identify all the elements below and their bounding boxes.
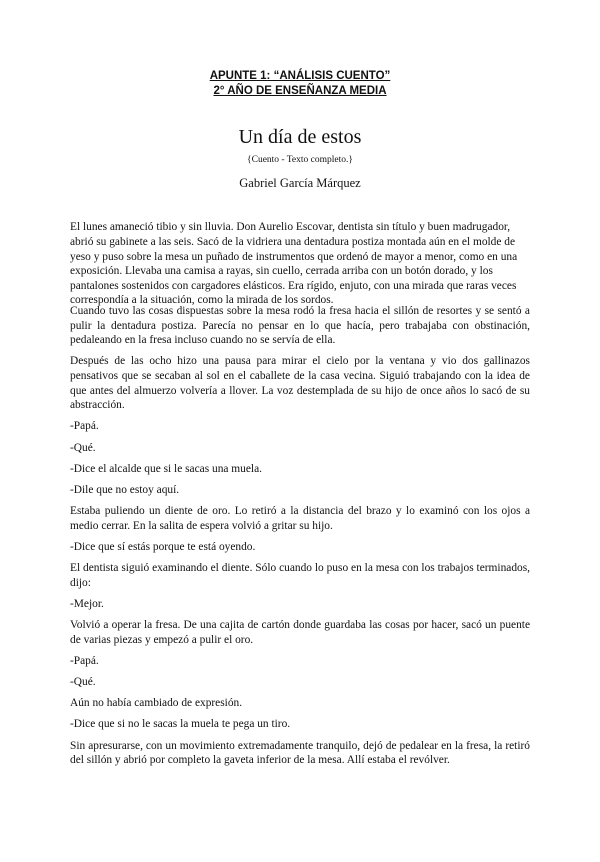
paragraph: Cuando tuvo las cosas dispuestas sobre la mesa rodó la fresa hacia el sillón de resortes y se sentó a pulir la dentadura postiza. Parecía no pensar en lo que hacía, pero trabajaba con obstinación, pedaleando en la fresa incluso cuando no se servía de ella. — [70, 305, 530, 347]
dialogue-line: -Dice que sí estás porque te está oyendo. — [70, 540, 256, 553]
dialogue-line: -Dice que si no le sacas la muela te pega un tiro. — [70, 718, 291, 731]
paragraph: Volvió a operar la fresa. De una cajita de cartón donde guardaba las cosas por hacer, sacó un puente de varias piezas y empezó a pulir el oro. — [70, 619, 530, 646]
paragraph: Estaba puliendo un diente de oro. Lo retiró a la distancia del brazo y lo examinó con los ojos a medio cerrar. En la salita de espera volvió a gritar su hijo. — [70, 505, 530, 532]
dialogue-line: -Mejor. — [70, 597, 104, 610]
document-header — [0, 69, 600, 99]
paragraph: Aún no había cambiado de expresión. — [70, 697, 243, 710]
paragraph-1: El lunes amaneció tibio y sin lluvia. Don Aurelio Escovar, dentista sin título y buen madrugador, abrió su gabinete a las seis. Sacó de la vidriera una dentadura postiza montada aún en el molde de yeso y puso sobre la mesa un puñado de instrumentos que ordenó de mayor a menor, como en una exposición. Llevaba una camisa a rayas, sin cuello, cerrada arriba con un botón dorado, y los pantalones sostenidos con cargadores elásticos. Era rígido, enjuto, con una mirada que raras veces correspondía a la situación, como la mirada de los sordos. — [70, 221, 518, 307]
dialogue-line: -Papá. — [70, 654, 99, 667]
dialogue-line: -Dice el alcalde que si le sacas una muela. — [70, 462, 262, 475]
header-line-1: APUNTE 1: “ANÁLISIS CUENTO” — [209, 70, 391, 82]
dialogue-line: -Qué. — [70, 676, 96, 688]
dialogue-line: -Dile que no estoy aquí. — [70, 483, 180, 496]
dialogue-line: -Qué. — [70, 441, 96, 454]
paragraph: El dentista siguió examinando el diente. Sólo cuando lo puso en la mesa con los trabajos terminados, dijo: — [70, 562, 530, 589]
header-line-2: 2° AÑO DE ENSEÑANZA MEDIA — [213, 85, 387, 97]
story-author: Gabriel García Márquez — [239, 176, 361, 190]
paragraph: Sin apresurarse, con un movimiento extremadamente tranquilo, dejó de pedalear en la fresa, la retiró del sillón y abrió por completo la gaveta inferior de la mesa. Allí estaba el revólver. — [70, 739, 530, 767]
paragraph: Después de las ocho hizo una pausa para mirar el cielo por la ventana y vio dos gallinazos pensativos que se secaban al sol en el caballete de la casa vecina. Siguió trabajando con la idea de que antes del almuerzo volvería a llover. La voz destemplada de su hijo de once años lo sacó de su abstracción. — [70, 355, 530, 412]
story-body — [70, 304, 530, 774]
dialogue-line: -Papá. — [70, 420, 99, 433]
story-subtitle: {Cuento - Texto completo.} — [247, 155, 353, 165]
story-title: Un día de estos — [238, 126, 362, 148]
